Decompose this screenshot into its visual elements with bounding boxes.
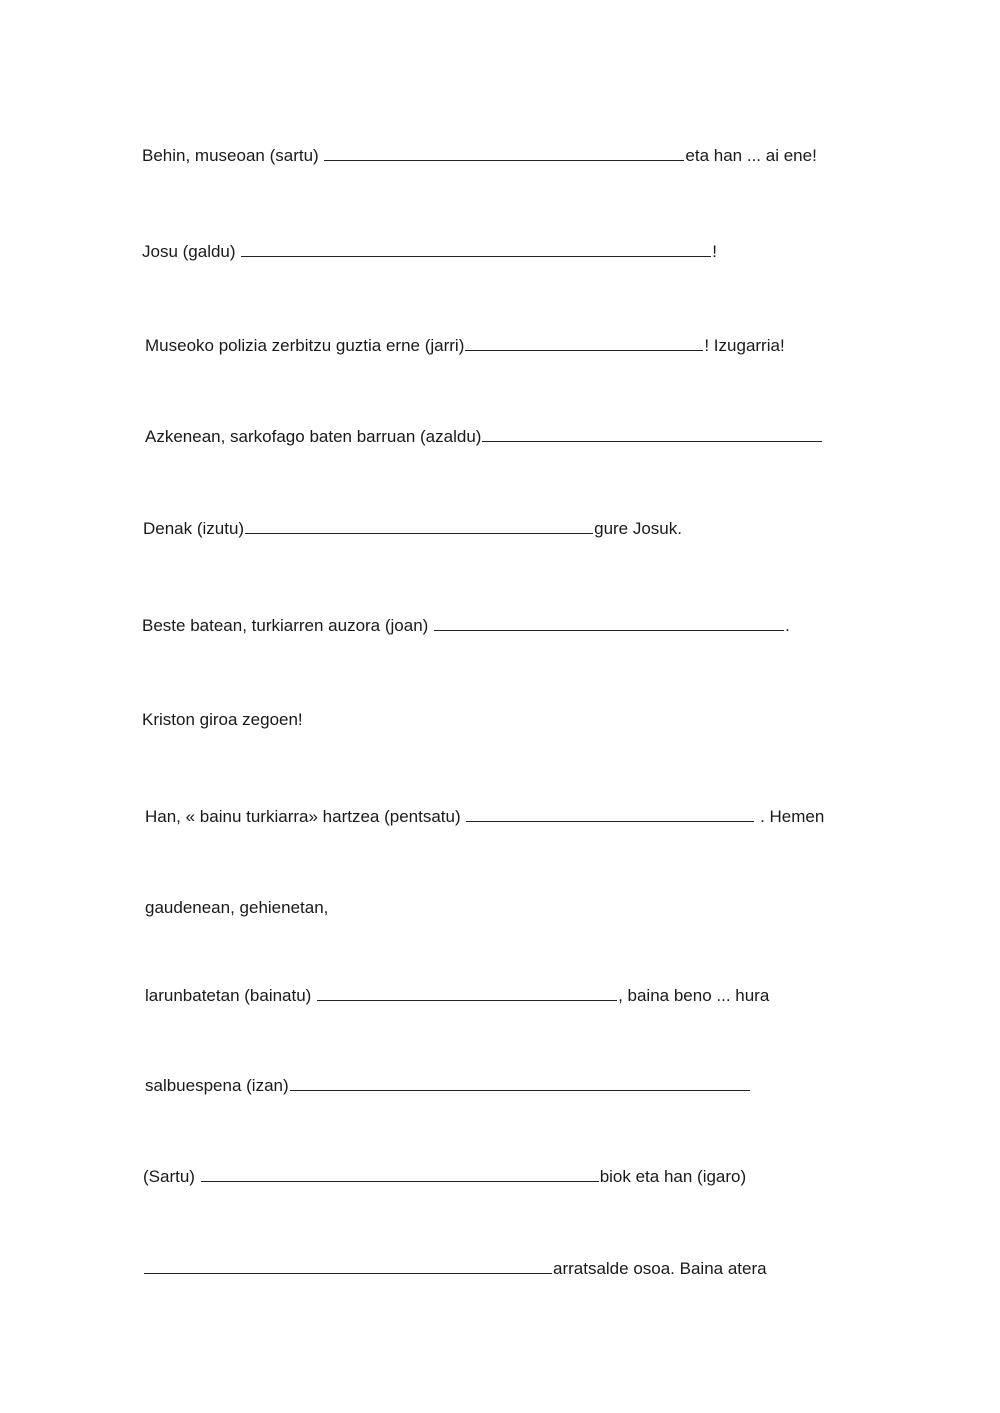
sentence-text: gaudenean, gehienetan, <box>145 898 329 917</box>
sentence-1 <box>142 143 817 167</box>
sentence-7 <box>142 709 303 731</box>
answer-blank[interactable] <box>465 333 703 351</box>
sentence-9 <box>145 897 328 919</box>
sentence-13 <box>143 1256 767 1280</box>
sentence-8 <box>145 804 824 828</box>
sentence-text: Denak (izutu) <box>143 519 245 538</box>
sentence-text: ! Izugarria! <box>704 336 785 355</box>
sentence-text: arratsalde osoa. Baina atera <box>553 1259 767 1278</box>
sentence-text: , baina beno ... hura <box>618 986 770 1005</box>
sentence-text: Museoko polizia zerbitzu guztia erne (jarri) <box>145 336 465 355</box>
sentence-text: ! <box>712 242 718 261</box>
sentence-text: gure Josuk. <box>594 519 682 538</box>
sentence-3 <box>145 333 785 357</box>
answer-blank[interactable] <box>245 516 593 534</box>
answer-blank[interactable] <box>324 143 684 161</box>
answer-blank[interactable] <box>144 1256 552 1274</box>
sentence-10 <box>145 983 769 1007</box>
answer-blank[interactable] <box>482 424 822 442</box>
answer-blank[interactable] <box>201 1164 599 1182</box>
sentence-text: Azkenean, sarkofago baten barruan (azaldu) <box>145 427 482 446</box>
sentence-text: larunbatetan (bainatu) <box>145 986 317 1005</box>
sentence-text: (Sartu) <box>143 1167 200 1186</box>
sentence-text: eta han ... ai ene! <box>685 146 817 165</box>
answer-blank[interactable] <box>466 804 754 822</box>
sentence-2 <box>142 239 717 263</box>
sentence-6 <box>142 613 790 637</box>
answer-blank[interactable] <box>290 1073 750 1091</box>
sentence-text: Kriston giroa zegoen! <box>142 710 303 729</box>
answer-blank[interactable] <box>317 983 617 1001</box>
sentence-text: biok eta han (igaro) <box>599 1167 747 1186</box>
sentence-text: Beste batean, turkiarren auzora (joan) <box>142 616 434 635</box>
sentence-12 <box>143 1164 746 1188</box>
sentence-text: . Hemen <box>755 807 825 826</box>
sentence-5 <box>143 516 682 540</box>
sentence-4 <box>145 424 823 448</box>
answer-blank[interactable] <box>434 613 784 631</box>
sentence-11 <box>145 1073 751 1097</box>
sentence-text: . <box>785 616 790 635</box>
sentence-text: Behin, museoan (sartu) <box>142 146 324 165</box>
sentence-text: Josu (galdu) <box>142 242 241 261</box>
sentence-text: salbuespena (izan) <box>145 1076 289 1095</box>
sentence-text: Han, « bainu turkiarra» hartzea (pentsatu) <box>145 807 466 826</box>
answer-blank[interactable] <box>241 239 711 257</box>
